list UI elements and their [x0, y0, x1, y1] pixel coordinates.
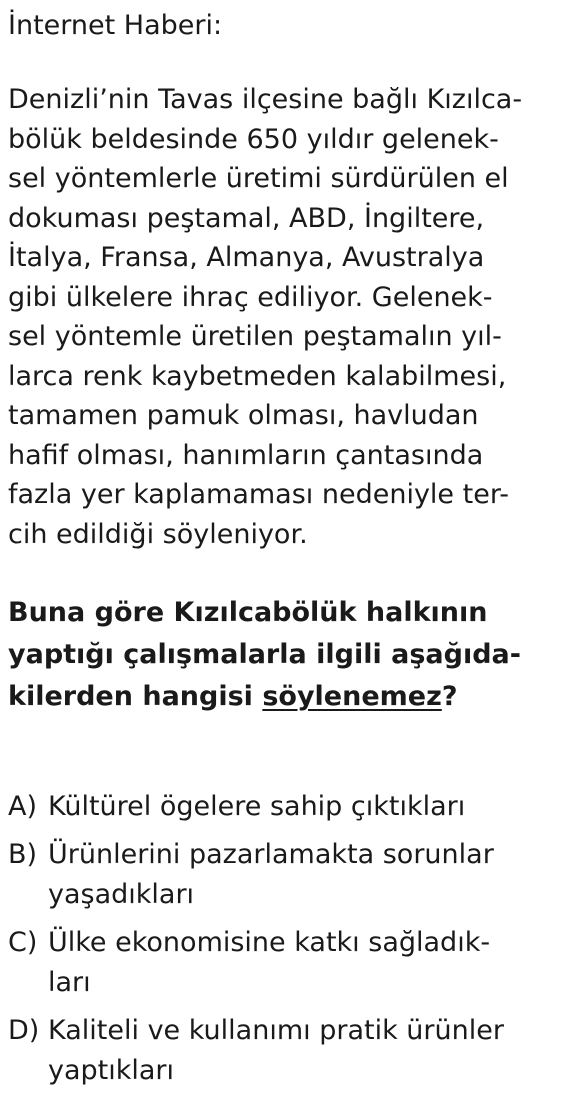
news-heading: İnternet Haberi: [8, 10, 223, 41]
question-line: yaptığı çalışmalarla ilgili aşağıda- [8, 639, 521, 670]
passage-line: fazla yer kaplamaması nedeniyle ter- [8, 479, 509, 510]
passage-line: cih edildiği söyleniyor. [8, 518, 308, 550]
option-text: Kaliteli ve kullanımı pratik ürünler [48, 1015, 504, 1046]
option-letter: B) [8, 839, 38, 870]
passage-line: İtalya, Fransa, Almanya, Avustralya [8, 242, 485, 273]
passage-line: sel yöntemle üretilen peştamalın yıl- [8, 321, 502, 352]
question-line [8, 676, 521, 718]
question-mark: ? [441, 681, 458, 712]
passage-line: tamamen pamuk olması, havludan [8, 400, 479, 431]
passage-line: hafif olması, hanımların çantasında [8, 439, 484, 471]
question-line: Buna göre Kızılcabölük halkının [8, 597, 488, 628]
passage-line: sel yöntemlerle üretimi sürdürülen el [8, 163, 509, 194]
passage-line: Denizli’nin Tavas ilçesine bağlı Kızılca- [8, 84, 523, 115]
passage-line: gibi ülkelere ihraç ediliyor. Gelenek- [8, 281, 493, 313]
option-b[interactable] [8, 835, 504, 915]
option-d[interactable] [8, 1011, 504, 1091]
passage-line: larca renk kaybetmeden kalabilmesi, [8, 360, 507, 392]
option-letter: C) [8, 927, 38, 958]
question-stem [8, 592, 521, 718]
option-text: Kültürel ögelere sahip çıktıkları [48, 791, 466, 822]
option-text: yaptıkları [48, 1055, 175, 1086]
option-letter: A) [8, 791, 38, 822]
passage-line: bölük beldesinde 650 yıldır gelenek- [8, 123, 499, 155]
news-passage [8, 80, 522, 554]
option-a[interactable] [8, 787, 504, 827]
option-c[interactable] [8, 923, 504, 1003]
question-text: kilerden hangisi [8, 681, 263, 712]
negation-keyword: söylenemez [262, 681, 442, 712]
answer-options [8, 787, 504, 1099]
option-text: yaşadıkları [48, 879, 195, 910]
option-text: Ürünlerini pazarlamakta sorunlar [48, 839, 494, 870]
option-text: Ülke ekonomisine katkı sağladık- [48, 927, 491, 958]
option-text: ları [48, 967, 91, 998]
passage-line: dokuması peştamal, ABD, İngiltere, [8, 202, 485, 234]
option-letter: D) [8, 1015, 40, 1046]
